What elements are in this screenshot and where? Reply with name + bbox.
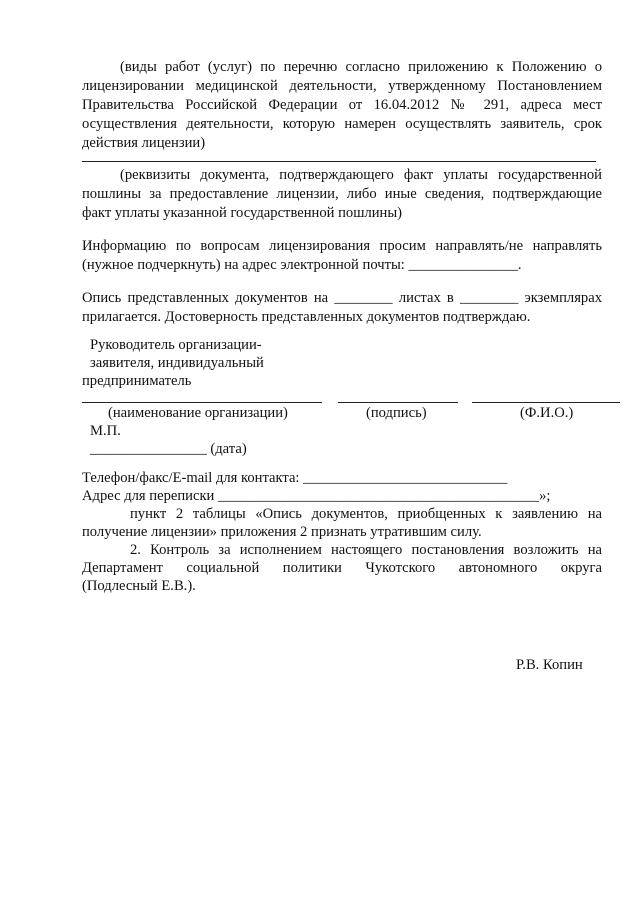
org-name-line xyxy=(82,402,322,403)
info-line-2: (нужное подчеркнуть) на адрес электронной почты: _______________. xyxy=(82,257,522,273)
org-name-caption: (наименование организации) xyxy=(108,405,288,421)
control-line-2: Департамент социальной политики Чукотского автономного округа xyxy=(82,560,602,576)
fio-line xyxy=(472,402,620,403)
stamp-label: М.П. xyxy=(90,423,121,439)
fio-caption: (Ф.И.О.) xyxy=(520,405,574,421)
work-types-line-4: осуществления деятельности, которую намерен осуществлять заявитель, срок xyxy=(82,116,602,132)
fill-in-line xyxy=(82,161,596,162)
inventory-line-1: Опись представленных документов на ________ листах в ________ экземплярах xyxy=(82,290,602,306)
work-types-line-5: действия лицензии) xyxy=(82,135,206,151)
signature-line xyxy=(338,402,458,403)
point2-line-2: получение лицензии» приложения 2 признать утратившим силу. xyxy=(82,524,482,540)
head-line-3: предприниматель xyxy=(82,373,192,389)
control-line-1: 2. Контроль за исполнением настоящего постановления возложить на xyxy=(130,542,602,558)
date-field: ________________ (дата) xyxy=(90,441,247,457)
work-types-line-3: Правительства Российской Федерации от 16.04.2012 № 291, адреса мест xyxy=(82,97,602,113)
point2-line-1: пункт 2 таблицы «Опись документов, приобщенных к заявлению на xyxy=(130,506,602,522)
head-line-2: заявителя, индивидуальный xyxy=(90,355,264,371)
control-line-3: (Подлесный Е.В.). xyxy=(82,578,196,594)
signer-name: Р.В. Копин xyxy=(516,657,583,673)
inventory-line-2: прилагается. Достоверность представленных документов подтверждаю. xyxy=(82,309,531,325)
signature-caption: (подпись) xyxy=(366,405,427,421)
fee-line-3: факт уплаты указанной государственной пошлины) xyxy=(82,205,403,221)
contact-line: Телефон/факс/E-mail для контакта: ____________________________ xyxy=(82,470,508,486)
work-types-line-1: (виды работ (услуг) по перечню согласно приложению к Положению о xyxy=(120,59,602,75)
info-line-1: Информацию по вопросам лицензирования просим направлять/не направлять xyxy=(82,238,602,254)
fee-line-2: пошлины за предоставление лицензии, либо иные сведения, подтверждающие xyxy=(82,186,602,202)
address-line: Адрес для переписки ____________________________________________»; xyxy=(82,488,551,504)
work-types-line-2: лицензировании медицинской деятельности, утвержденному Постановлением xyxy=(82,78,602,94)
fee-line-1: (реквизиты документа, подтверждающего факт уплаты государственной xyxy=(120,167,602,183)
head-line-1: Руководитель организации- xyxy=(90,337,262,353)
